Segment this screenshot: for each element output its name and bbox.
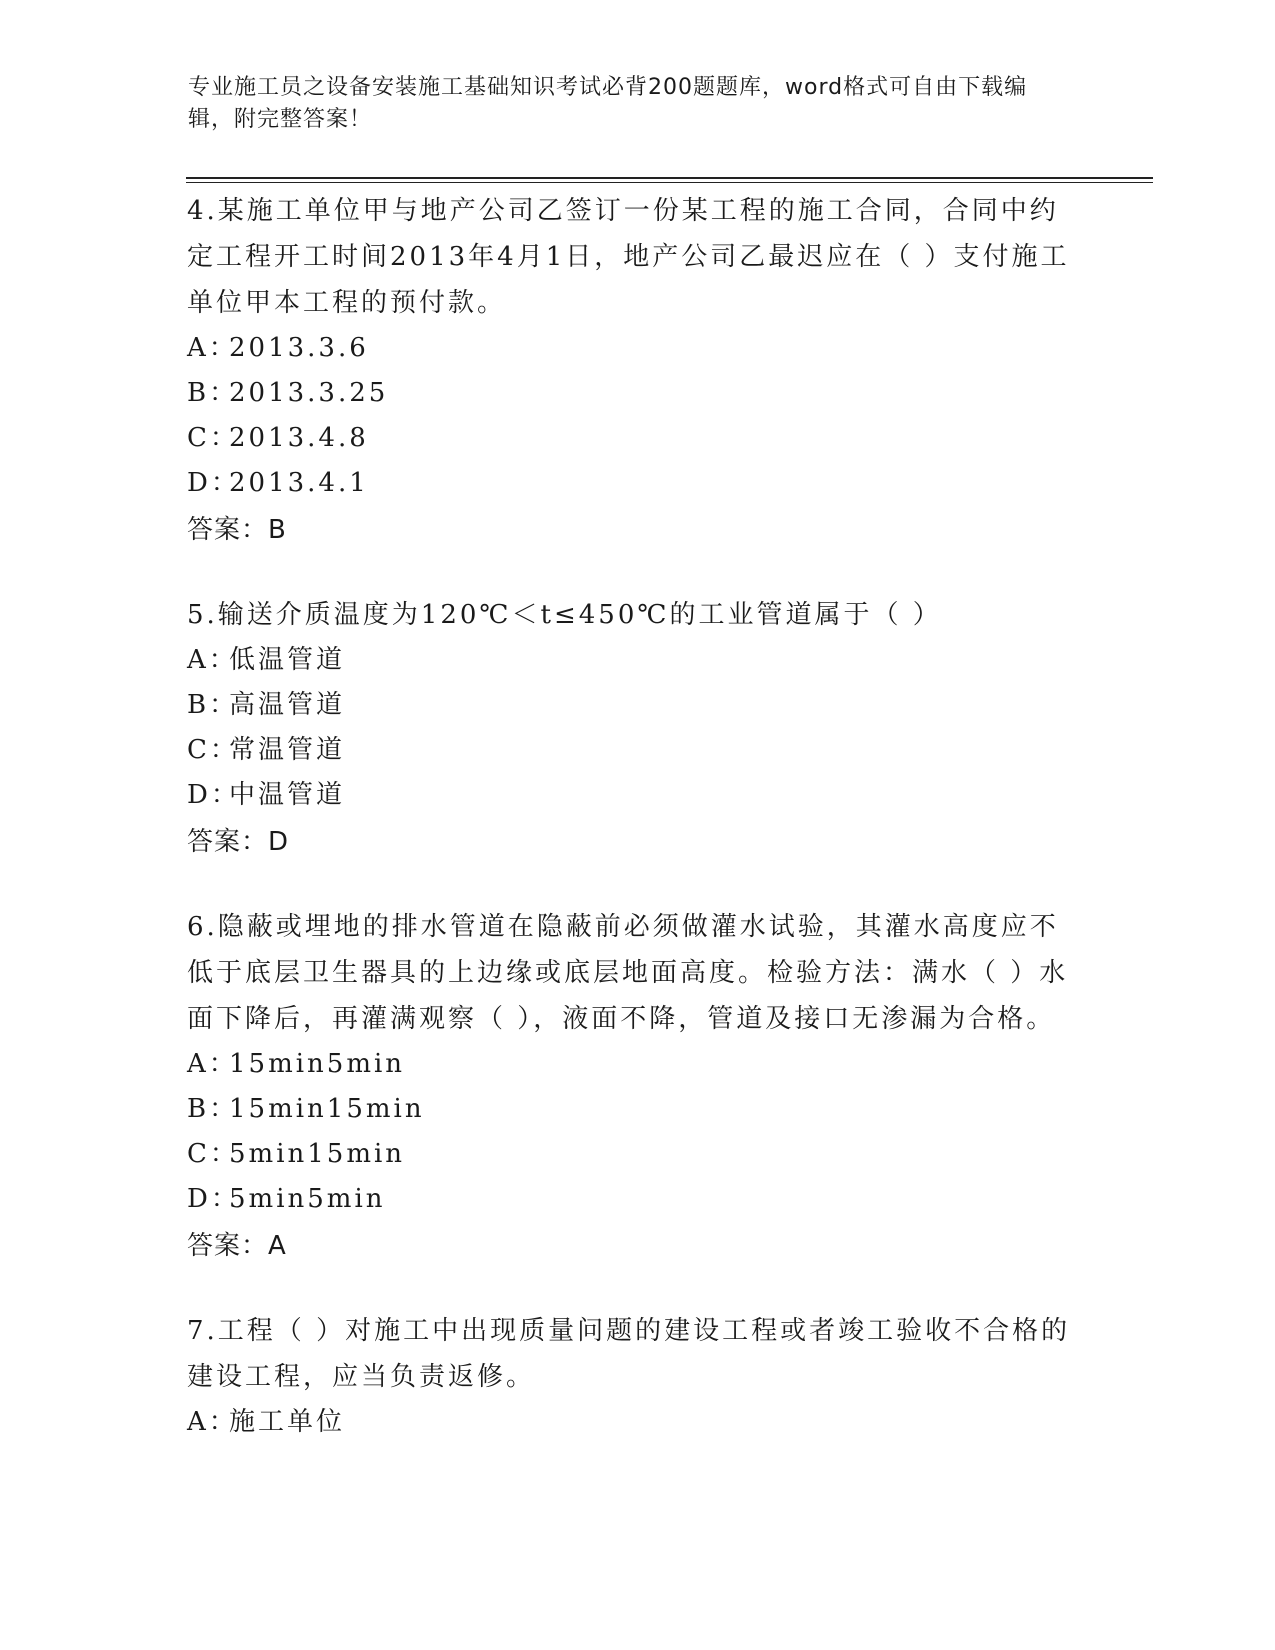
answer-line: 答案：B	[187, 515, 287, 545]
option-text: 2013.3.6	[229, 333, 369, 363]
option-text: 高温管道	[229, 690, 346, 720]
option-text: 常温管道	[229, 735, 346, 765]
question-stem: 5.输送介质温度为120℃＜t≤450℃的工业管道属于（ ）	[187, 600, 942, 630]
option-text: 低温管道	[229, 645, 346, 675]
option-c	[187, 728, 1087, 773]
option-text: 2013.4.1	[229, 468, 369, 498]
question-stem: 6.隐蔽或埋地的排水管道在隐蔽前必须做灌水试验，其灌水高度应不低于底层卫生器具的上边缘或底层地面高度。检验方法：满水（ ）水面下降后，再灌满观察（ ），液面不降，管道及接口无渗漏为合格。	[187, 912, 1069, 1034]
option-a	[187, 1042, 1087, 1087]
option-b	[187, 683, 1087, 728]
question-stem: 7.工程（ ）对施工中出现质量问题的建设工程或者竣工验收不合格的建设工程，应当负责返修。	[187, 1316, 1071, 1392]
option-letter: A：	[187, 1049, 238, 1079]
option-d	[187, 1177, 1087, 1222]
document-header	[188, 72, 1068, 136]
option-letter: B：	[187, 690, 239, 720]
header-divider-thick	[186, 177, 1153, 179]
option-d	[187, 461, 1087, 506]
option-letter: C：	[187, 423, 239, 453]
question-list	[187, 188, 1087, 1483]
option-text: 2013.3.25	[229, 378, 389, 408]
option-text: 2013.4.8	[229, 423, 369, 453]
option-a	[187, 1400, 1087, 1445]
option-letter: B：	[187, 378, 239, 408]
question-4	[187, 188, 1087, 554]
option-c	[187, 416, 1087, 461]
option-letter: A：	[187, 333, 238, 363]
question-7	[187, 1308, 1087, 1445]
option-letter: A：	[187, 645, 238, 675]
option-a	[187, 638, 1087, 683]
option-letter: C：	[187, 735, 239, 765]
answer-line: 答案：D	[187, 827, 290, 857]
option-letter: C：	[187, 1139, 239, 1169]
option-text: 5min5min	[229, 1184, 386, 1214]
question-stem: 4.某施工单位甲与地产公司乙签订一份某工程的施工合同，合同中约定工程开工时间2013年4月1日，地产公司乙最迟应在（ ）支付施工单位甲本工程的预付款。	[187, 196, 1070, 318]
option-d	[187, 773, 1087, 818]
option-letter: D：	[187, 780, 240, 810]
option-text: 施工单位	[229, 1407, 346, 1437]
option-letter: D：	[187, 468, 240, 498]
header-divider-thin	[186, 182, 1153, 183]
answer-line: 答案：A	[187, 1231, 287, 1261]
option-text: 5min15min	[229, 1139, 406, 1169]
option-text: 中温管道	[229, 780, 346, 810]
option-letter: B：	[187, 1094, 239, 1124]
option-a	[187, 326, 1087, 371]
question-6	[187, 904, 1087, 1270]
option-c	[187, 1132, 1087, 1177]
option-letter: A：	[187, 1407, 238, 1437]
document-title: 专业施工员之设备安装施工基础知识考试必背200题题库，word格式可自由下载编辑，附完整答案！	[188, 75, 1028, 132]
option-text: 15min15min	[229, 1094, 425, 1124]
option-b	[187, 1087, 1087, 1132]
option-b	[187, 371, 1087, 416]
option-letter: D：	[187, 1184, 240, 1214]
option-text: 15min5min	[229, 1049, 406, 1079]
question-5	[187, 592, 1087, 866]
